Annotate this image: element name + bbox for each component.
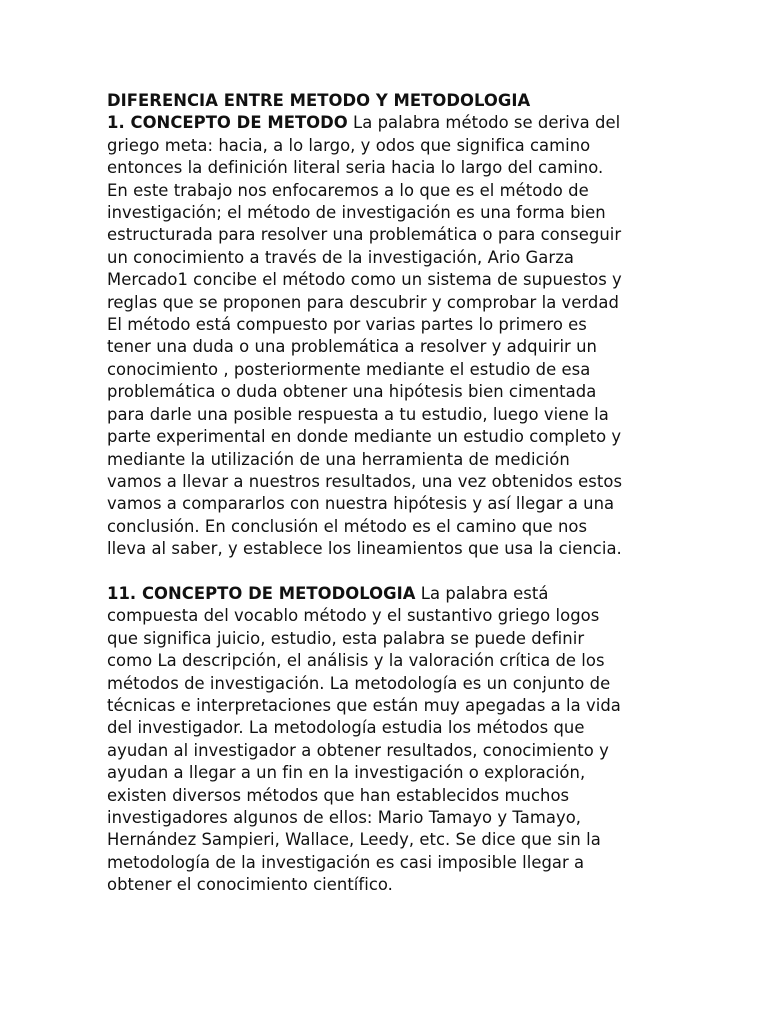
section-metodologia <box>107 583 687 897</box>
paragraph-line: reglas que se proponen para descubrir y comprobar la verdad <box>107 292 619 312</box>
section-metodologia-heading: 11. CONCEPTO DE METODOLOGIA <box>107 583 416 603</box>
paragraph-line: ayudan a llegar a un fin en la investigación o exploración, <box>107 763 586 783</box>
paragraph-line: mediante la utilización de una herramienta de medición <box>107 449 570 469</box>
paragraph-line: técnicas e interpretaciones que están muy apegadas a la vida <box>107 695 621 715</box>
paragraph-line: investigadores algunos de ellos: Mario Tamayo y Tamayo, <box>107 807 582 827</box>
paragraph-line: que significa juicio, estudio, esta palabra se puede definir <box>107 628 585 648</box>
paragraph-line: conocimiento , posteriormente mediante el estudio de esa <box>107 359 591 379</box>
section-metodo-first-line <box>107 112 687 134</box>
paragraph-line: Mercado1 concibe el método como un sistema de supuestos y <box>107 270 622 290</box>
paragraph-line: entonces la definición literal seria hacia lo largo del camino. <box>107 158 604 178</box>
section-metodologia-first-line <box>107 583 687 605</box>
paragraph-spacer <box>107 561 687 583</box>
paragraph-line: vamos a llevar a nuestros resultados, una vez obtenidos estos <box>107 471 623 491</box>
paragraph-line: compuesta del vocablo método y el sustantivo griego logos <box>107 606 600 626</box>
paragraph-line: El método está compuesto por varias partes lo primero es <box>107 315 587 335</box>
paragraph-line: La palabra método se deriva del <box>347 113 621 133</box>
section-metodo-heading: 1. CONCEPTO DE METODO <box>107 113 348 133</box>
paragraph-line: Hernández Sampieri, Wallace, Leedy, etc. Se dice que sin la <box>107 830 601 850</box>
paragraph-line: tener una duda o una problemática a resolver y adquirir un <box>107 337 597 357</box>
paragraph-line: para darle una posible respuesta a tu estudio, luego viene la <box>107 404 609 424</box>
paragraph-line: investigación; el método de investigación es una forma bien <box>107 203 606 223</box>
paragraph-line: existen diversos métodos que han establecidos muchos <box>107 785 570 805</box>
paragraph-line: conclusión. En conclusión el método es el camino que nos <box>107 516 588 536</box>
paragraph-line: lleva al saber, y establece los lineamientos que usa la ciencia. <box>107 539 622 559</box>
paragraph-line: parte experimental en donde mediante un estudio completo y <box>107 427 622 447</box>
paragraph-line: metodología de la investigación es casi imposible llegar a <box>107 852 585 872</box>
paragraph-line: ayudan al investigador a obtener resultados, conocimiento y <box>107 740 609 760</box>
document-title: DIFERENCIA ENTRE METODO Y METODOLOGIA <box>107 91 531 110</box>
paragraph-line: griego meta: hacia, a lo largo, y odos que significa camino <box>107 135 591 155</box>
paragraph-line: como La descripción, el análisis y la valoración crítica de los <box>107 651 605 671</box>
paragraph-line: obtener el conocimiento científico. <box>107 875 393 895</box>
paragraph-line: La palabra está <box>415 583 549 603</box>
paragraph-line: vamos a compararlos con nuestra hipótesis y así llegar a una <box>107 494 615 514</box>
paragraph-line: En este trabajo nos enfocaremos a lo que es el método de <box>107 180 589 200</box>
paragraph-line: problemática o duda obtener una hipótesis bien cimentada <box>107 382 597 402</box>
paragraph-line: un conocimiento a través de la investigación, Ario Garza <box>107 247 574 267</box>
document-page <box>107 90 687 897</box>
paragraph-line: del investigador. La metodología estudia los métodos que <box>107 718 585 738</box>
paragraph-line: estructurada para resolver una problemática o para conseguir <box>107 225 622 245</box>
section-metodo <box>107 112 687 560</box>
paragraph-line: métodos de investigación. La metodología es un conjunto de <box>107 673 611 693</box>
